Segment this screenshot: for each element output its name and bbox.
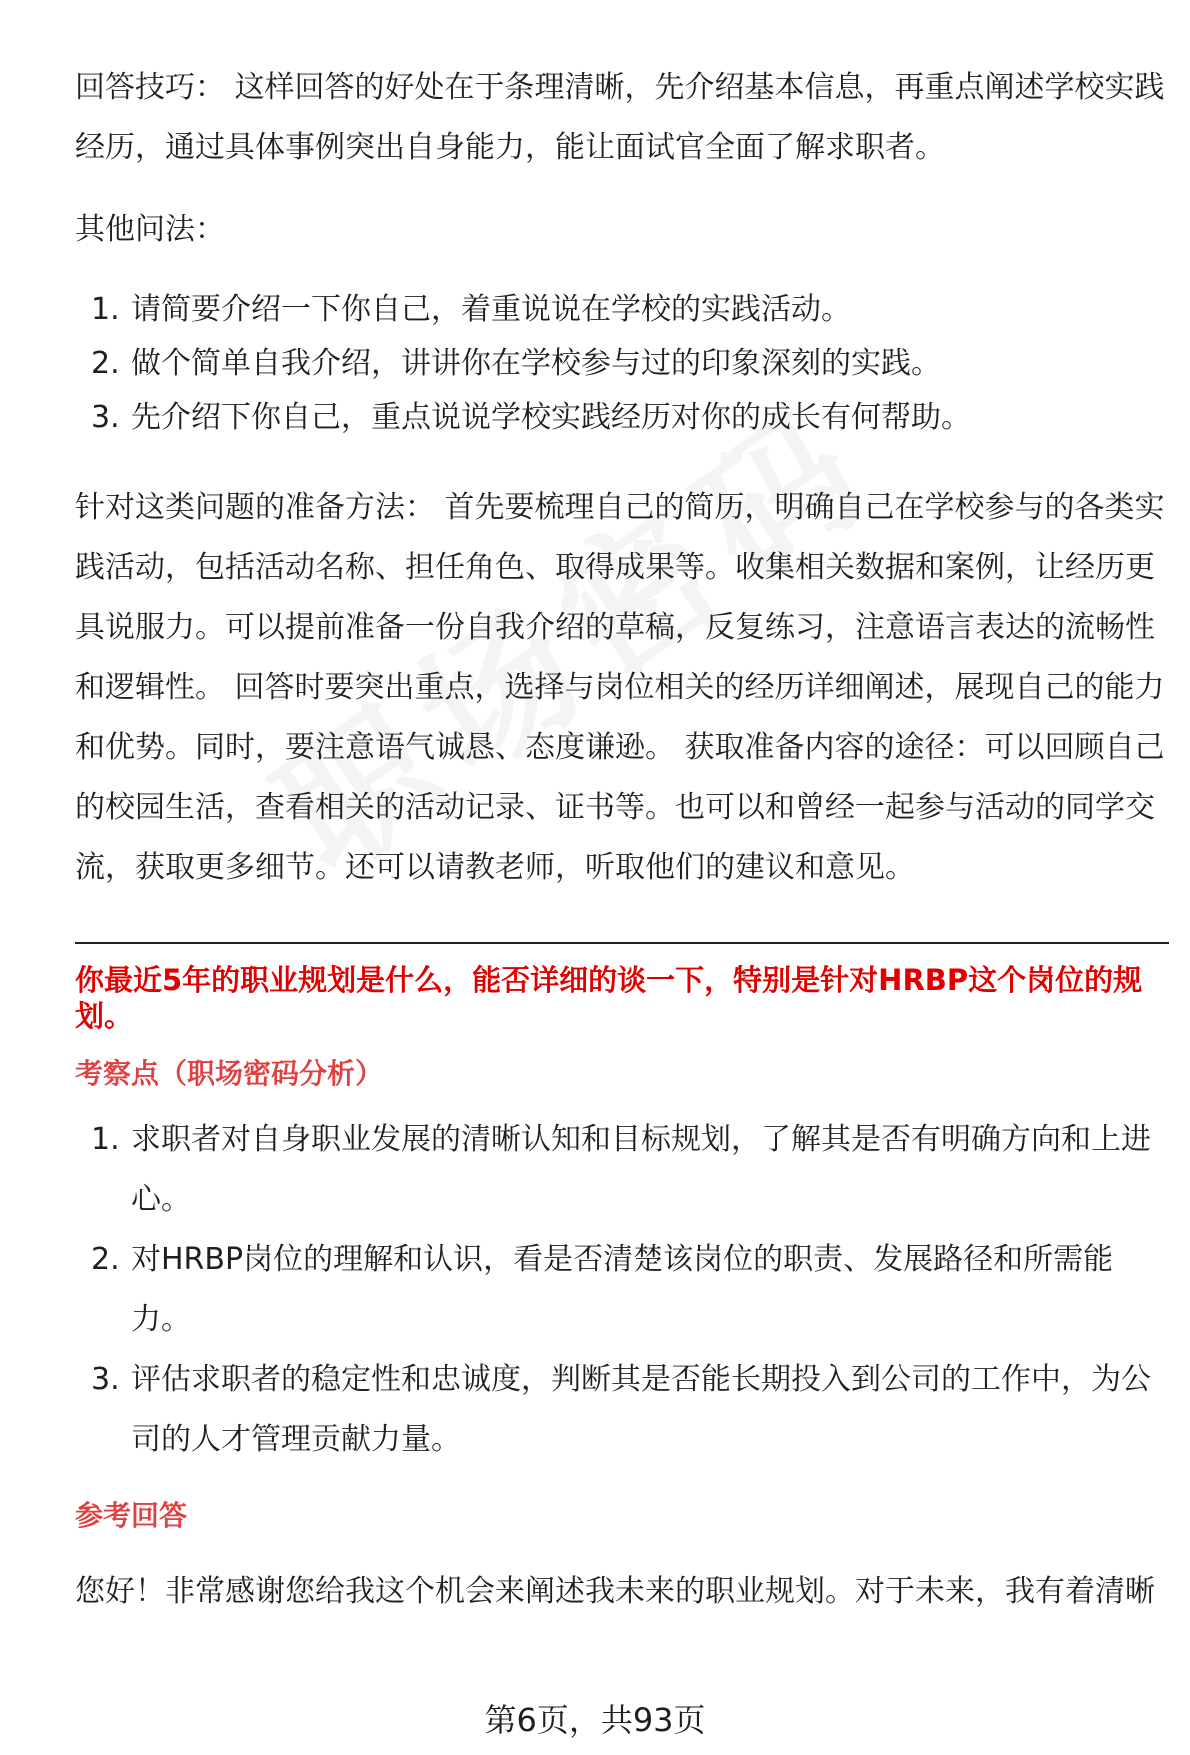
other-ask-label: 其他问法： <box>75 212 225 247</box>
section-divider <box>75 942 1169 944</box>
page-number: 第6页，共93页 <box>484 1701 706 1739</box>
reference-heading: 参考回答 <box>75 1499 188 1532</box>
question-title: 你最近5年的职业规划是什么，能否详细的谈一下，特别是针对HRBP这个岗位的规 划。 <box>75 963 1143 1033</box>
list-item: 1. 求职者对自身职业发展的清晰认知和目标规划，了解其是否有明确方向和上进 心。 <box>91 1122 1151 1217</box>
tips-line-2: 经历，通过具体事例突出自身能力，能让面试官全面了解求职者。 <box>75 130 945 165</box>
prep-paragraph: 针对这类问题的准备方法： 首先要梳理自己的简历，明确自己在学校参与的各类实 践活动，包括活动名称、担任角色、取得成果等。收集相关数据和案例，让经历更 具说服力。可以提前准备一份自我介绍的草稿，反复练习，注意语言表达的流畅性 和逻辑性。 回答时要突出重点，选择与岗位相关的经历详细阐述，展现自己的能力 和优势。同时，要注意语气诚恳、态度谦逊。 获取准备内容的途径：可以回顾自己 的校园生活，查看相关的活动记录、证书等。也可以和曾经一起参与活动的同学交 流，获取更多细节。还可以请教老师，听取他们的建议和意见。 <box>75 490 1165 885</box>
tips-line-1: 回答技巧： 这样回答的好处在于条理清晰，先介绍基本信息，再重点阐述学校实践 <box>75 70 1165 105</box>
list-item: 2. 做个简单自我介绍，讲讲你在学校参与过的印象深刻的实践。 <box>91 346 941 381</box>
focus-points-list <box>75 1110 1175 1470</box>
focus-heading: 考察点（职场密码分析） <box>75 1057 384 1090</box>
other-asks-list <box>75 280 1175 448</box>
list-item: 3. 先介绍下你自己，重点说说学校实践经历对你的成长有何帮助。 <box>91 400 971 435</box>
list-item: 1. 请简要介绍一下你自己，着重说说在学校的实践活动。 <box>91 292 851 327</box>
page-content <box>75 58 1175 1622</box>
list-item: 3. 评估求职者的稳定性和忠诚度，判断其是否能长期投入到公司的工作中，为公 司的人才管理贡献力量。 <box>91 1362 1151 1457</box>
reference-answer-line: 您好！非常感谢您给我这个机会来阐述我未来的职业规划。对于未来，我有着清晰 <box>75 1574 1155 1609</box>
list-item: 2. 对HRBP岗位的理解和认识，看是否清楚该岗位的职责、发展路径和所需能 力。 <box>91 1242 1114 1337</box>
